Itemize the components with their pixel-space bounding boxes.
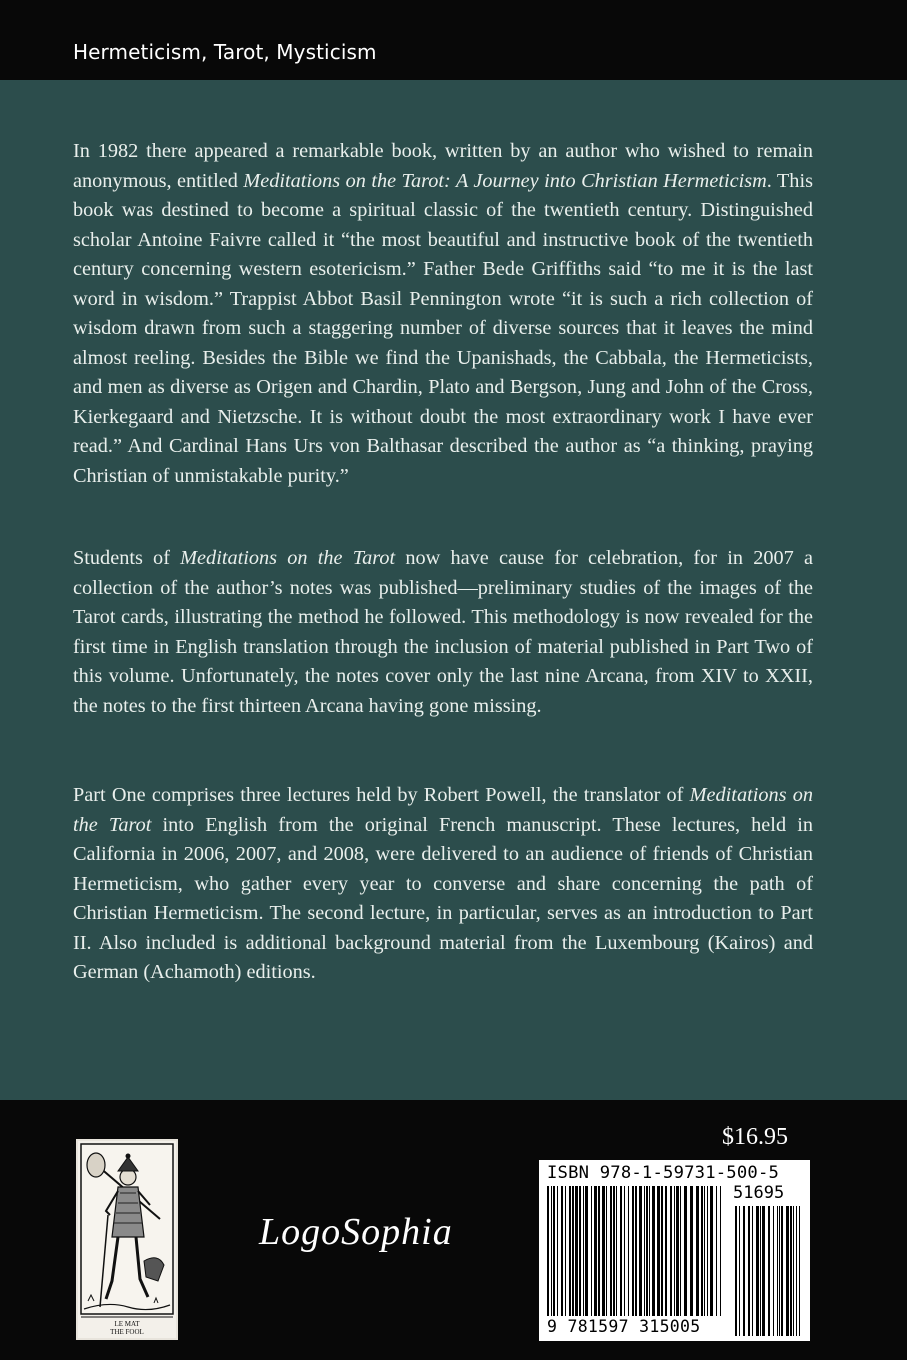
barcode-bar <box>547 1186 549 1316</box>
barcode-bar <box>696 1186 699 1316</box>
barcode-bar <box>594 1186 597 1316</box>
barcode-bar <box>635 1186 637 1316</box>
isbn-barcode <box>539 1160 810 1341</box>
blurb-text-run: Part One comprises three lectures held by Robert Powell, the translator of <box>73 784 690 806</box>
tarot-card-fool-image <box>76 1139 178 1340</box>
barcode-bar <box>606 1186 607 1316</box>
barcode-bar <box>616 1186 617 1316</box>
barcode-bar <box>701 1186 703 1316</box>
barcode-bar <box>790 1206 792 1336</box>
barcode-bar <box>557 1186 558 1316</box>
price-addon-digits: 51695 <box>733 1183 785 1203</box>
barcode-bar <box>628 1186 629 1316</box>
blurb-paragraph-3 <box>73 781 813 988</box>
barcode-bar <box>610 1186 612 1316</box>
barcode-bar <box>591 1186 592 1316</box>
barcode-bar <box>583 1186 584 1316</box>
barcode-bar <box>690 1186 693 1316</box>
book-title-reference: Meditations on the Tarot <box>180 547 396 569</box>
barcode-bar <box>773 1206 774 1336</box>
barcode-bar <box>644 1186 645 1316</box>
blurb-paragraph-1 <box>73 137 813 492</box>
barcode-bar <box>646 1186 648 1316</box>
barcode-bar <box>748 1206 750 1336</box>
barcode-bar <box>779 1206 780 1336</box>
barcode-bar <box>743 1206 745 1336</box>
barcode-bar <box>639 1186 642 1316</box>
barcode-bar <box>569 1186 571 1316</box>
book-title-reference: Meditations on the Tarot <box>73 784 814 836</box>
barcode-bar <box>739 1206 740 1336</box>
isbn-number: ISBN 978-1-59731-500-5 <box>547 1163 780 1183</box>
barcode-bar <box>762 1206 765 1336</box>
barcode-bar <box>680 1186 681 1316</box>
barcode-bar <box>598 1186 600 1316</box>
barcode-bar <box>572 1186 574 1316</box>
barcode-bar <box>553 1186 555 1316</box>
blurb-text-run: . This book was destined to become a spiritual classic of the twentieth century. Distinguished scholar Antoine Faivre called it “the most beautiful and instructive book of the twentieth century concerning western esotericism.” Father Bede Griffiths said “to me it is the last word in wisdom.” Trappist Abbot Basil Pennington wrote “it is such a rich collection of wisdom drawn from such a staggering number of diverse sources that it leaves the mind almost reeling. Besides the Bible we find the Upanishads, the Cabbala, the Hermeticists, and men as diverse as Origen and Chardin, Plato and Bergson, Jung and John of the Cross, Kierkegaard and Nietzsche. It is without doubt the most extraordinary work I have ever read.” And Cardinal Hans Urs von Balthasar described the author as “a thinking, praying Christian of unmistakable purity.” <box>73 169 813 488</box>
barcode-bar <box>777 1206 778 1336</box>
barcode-bar <box>575 1186 578 1316</box>
fool-figure-illustration <box>78 1141 176 1338</box>
barcode-bar <box>632 1186 634 1316</box>
barcode-bar <box>760 1206 761 1336</box>
barcode-bar <box>710 1186 713 1316</box>
barcode-bar <box>657 1186 660 1316</box>
barcode-bar <box>786 1206 789 1336</box>
publisher-logo-text: LogoSophia <box>259 1211 453 1253</box>
barcode-bar <box>768 1206 770 1336</box>
barcode-bar <box>649 1186 650 1316</box>
barcode-bar <box>652 1186 655 1316</box>
barcode-bar <box>674 1186 675 1316</box>
barcode-bar <box>585 1186 588 1316</box>
barcode-bar <box>551 1186 552 1316</box>
barcode-bar <box>752 1206 753 1336</box>
barcode-bar <box>624 1186 625 1316</box>
blurb-paragraph-2 <box>73 544 813 721</box>
card-caption-the-fool: THE FOOL <box>110 1328 144 1336</box>
category-label: Hermeticism, Tarot, Mysticism <box>73 40 377 64</box>
top-band <box>0 0 907 80</box>
card-caption-le-mat: LE MAT <box>114 1320 140 1328</box>
barcode-bar <box>613 1186 615 1316</box>
blurb-text-run: into English from the original French manuscript. These lectures, held in California in 2006, 2007, and 2008, were delivered to an audience of friends of Christian Hermeticism, who gather every year to converse and share concerning the path of Christian Hermeticism. The second lecture, in particular, serves as an introduction to Part II. Also included is additional background material from the Luxembourg (Kairos) and German (Achamoth) editions. <box>73 813 813 984</box>
barcode-bar <box>799 1206 800 1336</box>
barcode-bar <box>602 1186 605 1316</box>
barcode-bar <box>735 1206 737 1336</box>
barcode-bar <box>661 1186 663 1316</box>
barcode-bar <box>793 1206 794 1336</box>
barcode-bar <box>684 1186 687 1316</box>
barcode-bar <box>561 1186 563 1316</box>
barcode-bar <box>781 1206 783 1336</box>
blurb-text-run: In 1982 there appeared a remarkable book, written by an author who wished to remain anonymous, entitled <box>73 140 813 192</box>
blurb-text-run: now have cause for celebration, for in 2007 a collection of the author’s notes was published—preliminary studies of the images of the Tarot cards, illustrating the method he followed. This methodology is now revealed for the first time in English translation through the inclusion of material published in Part Two of this volume. Unfortunately, the notes cover only the last nine Arcana, from XIV to XXII, the notes to the first thirteen Arcana having gone missing. <box>73 547 813 717</box>
barcode-bar <box>565 1186 566 1316</box>
barcode-bar <box>720 1186 721 1316</box>
ean-digits: 9 781597 315005 <box>547 1317 701 1336</box>
blurb-text-run: Students of <box>73 547 181 569</box>
barcode-bar <box>756 1206 759 1336</box>
barcode-bar <box>716 1186 717 1316</box>
barcode-bar <box>670 1186 672 1316</box>
barcode-bar <box>704 1186 705 1316</box>
barcode-bar <box>665 1186 667 1316</box>
barcode-bar <box>676 1186 679 1316</box>
price-label: $16.95 <box>722 1124 788 1150</box>
barcode-bar <box>620 1186 622 1316</box>
book-title-reference: Meditations on the Tarot: A Journey into Christian Hermeticism <box>243 169 767 192</box>
barcode-bar <box>707 1186 708 1316</box>
barcode-bar <box>579 1186 581 1316</box>
barcode-bar <box>796 1206 797 1336</box>
